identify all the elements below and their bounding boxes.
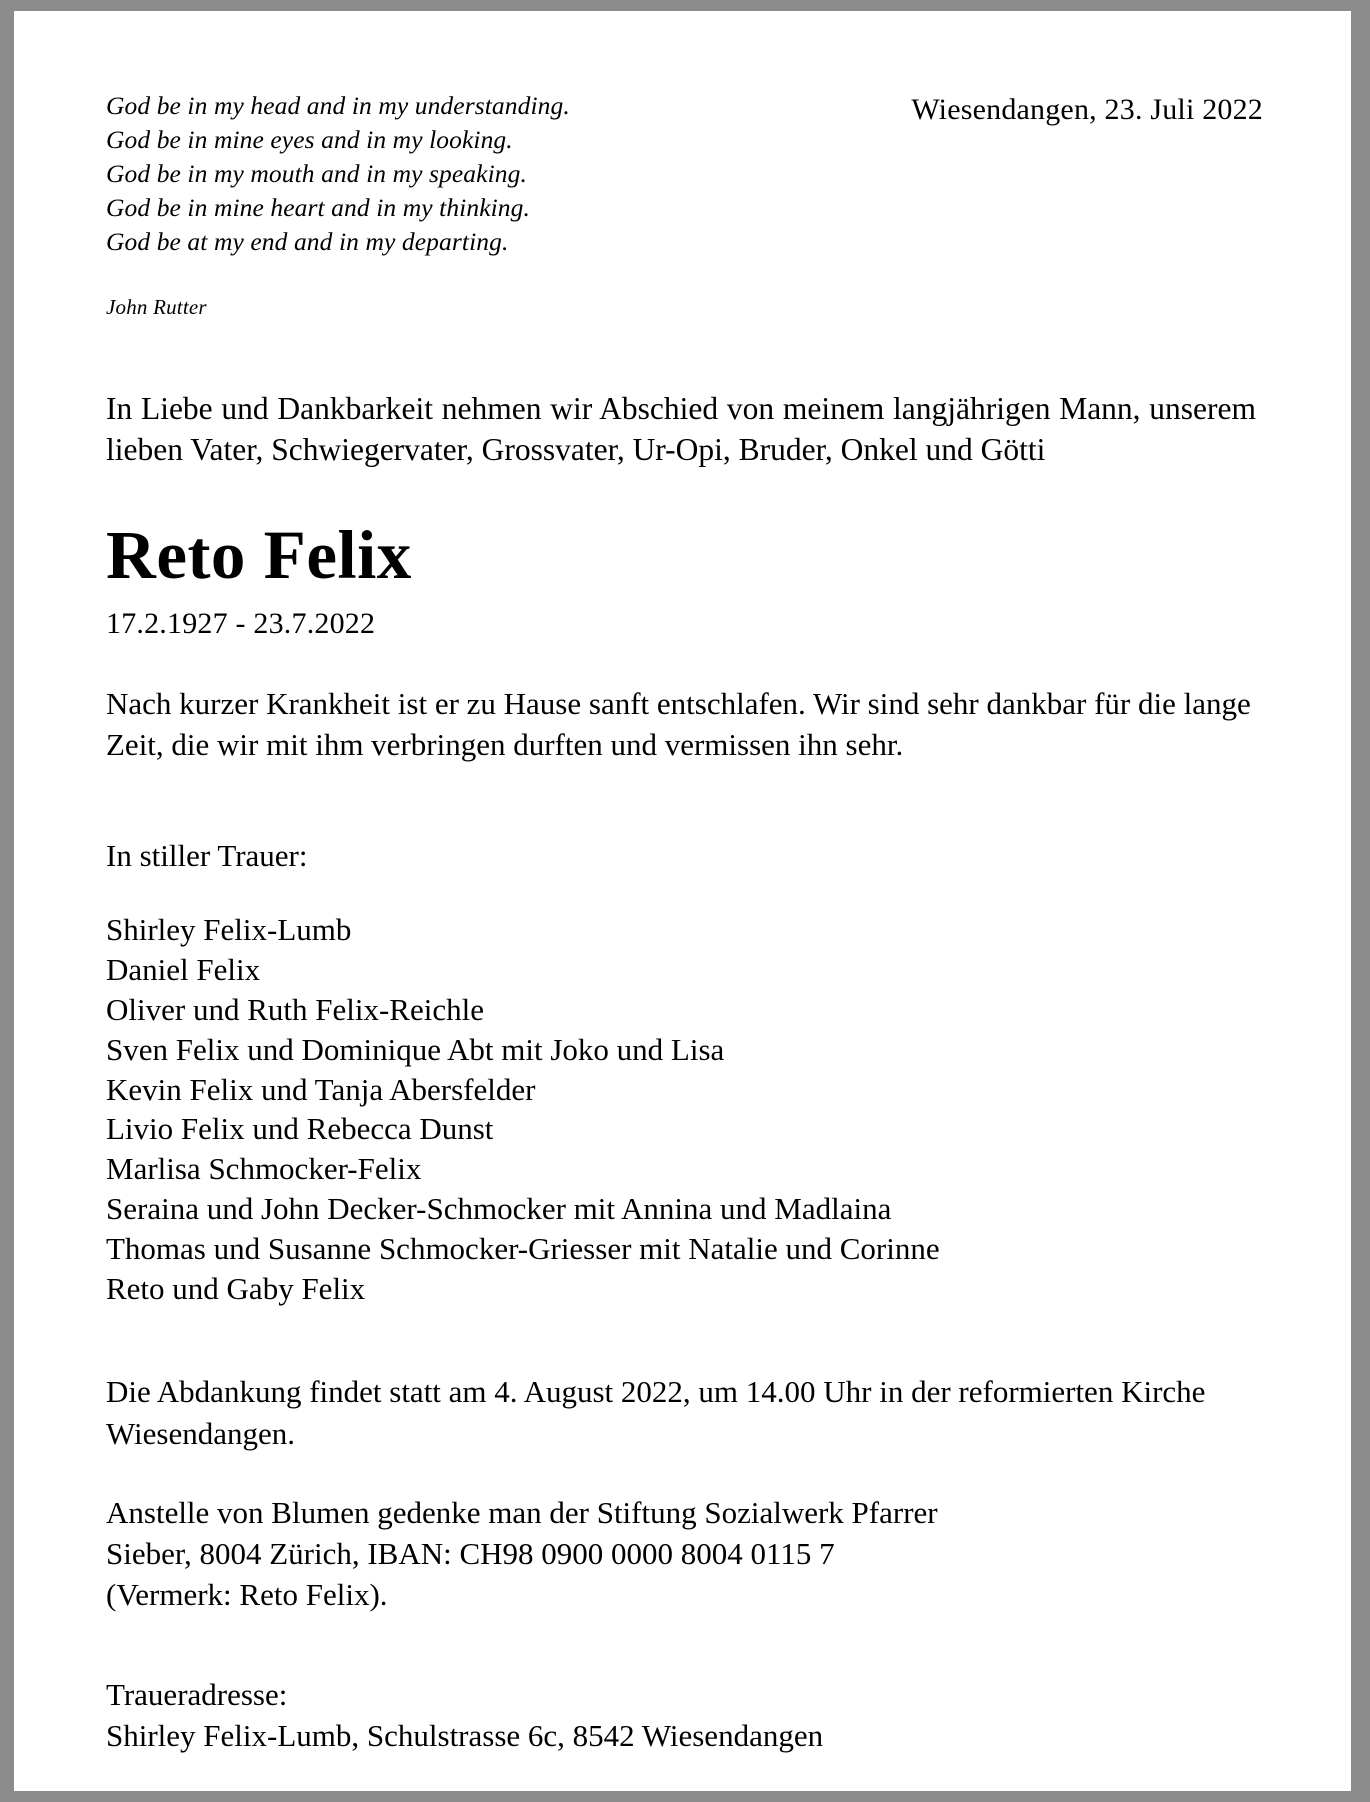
introduction-text: In Liebe und Dankbarkeit nehmen wir Abschied von meinem langjährigen Mann, unserem lieben Vater, Schwiegervater, Grossvater, Ur-Opi, Bruder, Onkel und Götti xyxy=(106,390,1256,468)
poem-line: God be in mine eyes and in my looking. xyxy=(106,124,513,154)
donation-line: (Vermerk: Reto Felix). xyxy=(106,1577,388,1613)
poem-block xyxy=(106,89,570,320)
mourning-label: In stiller Trauer: xyxy=(106,837,308,873)
list-item: Reto und Gaby Felix xyxy=(106,1271,366,1307)
service-details: Die Abdankung findet statt am 4. August 2022, um 14.00 Uhr in der reformierten Kirche Wiesendangen. xyxy=(106,1374,1206,1451)
condolence-address xyxy=(106,1674,1263,1756)
list-item: Seraina und John Decker-Schmocker mit Annina und Madlaina xyxy=(106,1191,892,1227)
poem-line: God be in mine heart and in my thinking. xyxy=(106,192,530,222)
list-item: Shirley Felix-Lumb xyxy=(106,911,352,947)
deceased-name: Reto Felix xyxy=(106,516,412,593)
list-item: Sven Felix und Dominique Abt mit Joko und Lisa xyxy=(106,1031,725,1067)
list-item: Marlisa Schmocker-Felix xyxy=(106,1151,422,1187)
message-text: Nach kurzer Krankheit ist er zu Hause sanft entschlafen. Wir sind sehr dankbar für die lange Zeit, die wir mit ihm verbringen durften und vermissen ihn sehr. xyxy=(106,686,1251,763)
poem-line: God be at my end and in my departing. xyxy=(106,226,509,256)
obituary-content xyxy=(106,89,1263,1756)
mourners-list xyxy=(106,910,1263,1310)
donation-line: Anstelle von Blumen gedenke man der Stiftung Sozialwerk Pfarrer xyxy=(106,1494,938,1530)
list-item: Livio Felix und Rebecca Dunst xyxy=(106,1111,494,1147)
header-row xyxy=(106,89,1263,320)
life-dates: 17.2.1927 - 23.7.2022 xyxy=(106,607,376,641)
address-value: Shirley Felix-Lumb, Schulstrasse 6c, 8542 Wiesendangen xyxy=(106,1717,824,1753)
place-and-date: Wiesendangen, 23. Juli 2022 xyxy=(911,93,1263,126)
poem-author: John Rutter xyxy=(106,294,207,319)
list-item: Oliver und Ruth Felix-Reichle xyxy=(106,991,484,1027)
donation-details xyxy=(106,1492,1266,1616)
obituary-page xyxy=(14,11,1351,1791)
list-item: Kevin Felix und Tanja Abersfelder xyxy=(106,1071,536,1107)
donation-line: Sieber, 8004 Zürich, IBAN: CH98 0900 0000 8004 0115 7 xyxy=(106,1536,835,1572)
list-item: Daniel Felix xyxy=(106,951,261,987)
poem-text xyxy=(106,89,570,259)
poem-line: God be in my head and in my understanding. xyxy=(106,91,570,120)
list-item: Thomas und Susanne Schmocker-Griesser mit Natalie und Corinne xyxy=(106,1231,940,1267)
address-label: Traueradresse: xyxy=(106,1676,288,1712)
poem-line: God be in my mouth and in my speaking. xyxy=(106,158,527,188)
